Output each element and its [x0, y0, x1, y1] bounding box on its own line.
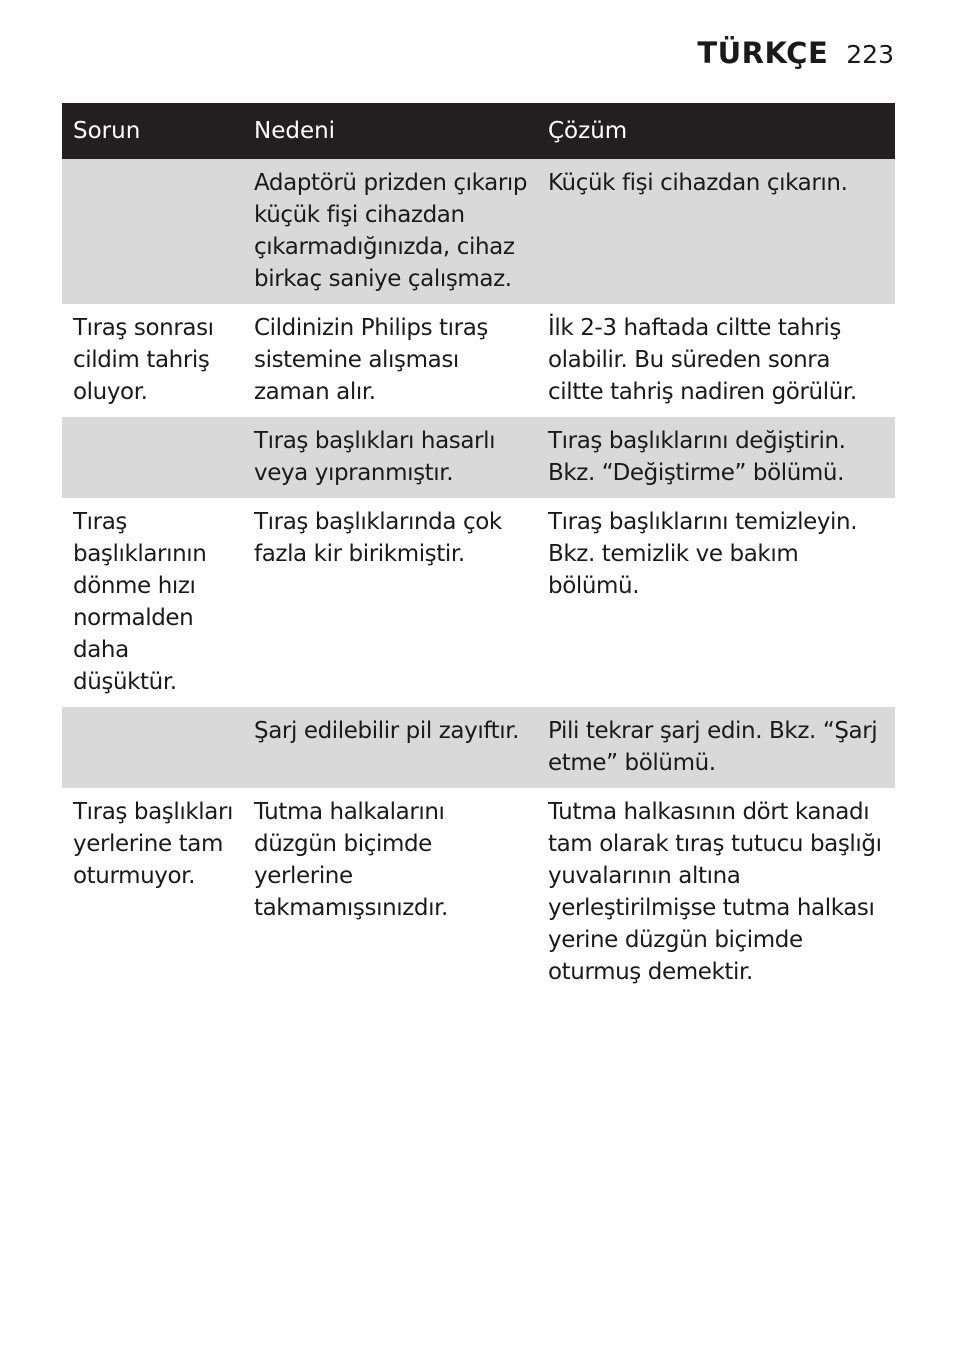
table-row — [62, 788, 895, 997]
page-number: 223 — [846, 40, 894, 69]
solution-cell: Tutma halkasının dört kanadı tam olarak tıraş tutucu başlığı yuvalarının altına yerleştirilmişse tutma halkası yerine düzgün biçimde oturmuş demektir. — [548, 799, 882, 985]
column-header-solution: Çözüm — [537, 103, 895, 159]
table-row — [62, 498, 895, 707]
problem-cell — [62, 417, 243, 498]
cause-cell: Tıraş başlıklarında çok fazla kir birikmiştir. — [254, 509, 502, 567]
cause-cell: Tutma halkalarını düzgün biçimde yerlerine takmamışsınızdır. — [254, 799, 448, 921]
table-header-row — [62, 103, 895, 159]
cause-cell: Cildinizin Philips tıraş sistemine alışması zaman alır. — [254, 315, 489, 405]
solution-cell: Tıraş başlıklarını değiştirin. Bkz. “Değiştirme” bölümü. — [537, 417, 895, 498]
cause-cell: Tıraş başlıkları hasarlı veya yıpranmıştır. — [243, 417, 537, 498]
language-title: TÜRKÇE — [697, 36, 829, 70]
page-header — [697, 36, 894, 70]
solution-cell: Küçük fişi cihazdan çıkarın. — [537, 159, 895, 304]
table-row — [62, 304, 895, 417]
troubleshooting-table — [62, 103, 895, 997]
problem-cell — [62, 707, 243, 788]
problem-cell — [62, 159, 243, 304]
column-header-problem: Sorun — [62, 103, 243, 159]
table-row — [62, 159, 895, 304]
column-header-cause: Nedeni — [243, 103, 537, 159]
cause-cell: Adaptörü prizden çıkarıp küçük fişi cihazdan çıkarmadığınızda, cihaz birkaç saniye çalışmaz. — [243, 159, 537, 304]
solution-cell: Tıraş başlıklarını temizleyin. Bkz. temizlik ve bakım bölümü. — [548, 509, 858, 599]
table-row — [62, 707, 895, 788]
table-row — [62, 417, 895, 498]
problem-cell: Tıraş başlıkları yerlerine tam oturmuyor. — [73, 799, 233, 889]
problem-cell: Tıraş başlıklarının dönme hızı normalden daha düşüktür. — [73, 509, 207, 695]
solution-cell: Pili tekrar şarj edin. Bkz. “Şarj etme” bölümü. — [537, 707, 895, 788]
cause-cell: Şarj edilebilir pil zayıftır. — [243, 707, 537, 788]
solution-cell: İlk 2-3 haftada ciltte tahriş olabilir. Bu süreden sonra ciltte tahriş nadiren görülür. — [548, 315, 857, 405]
problem-cell: Tıraş sonrası cildim tahriş oluyor. — [73, 315, 214, 405]
